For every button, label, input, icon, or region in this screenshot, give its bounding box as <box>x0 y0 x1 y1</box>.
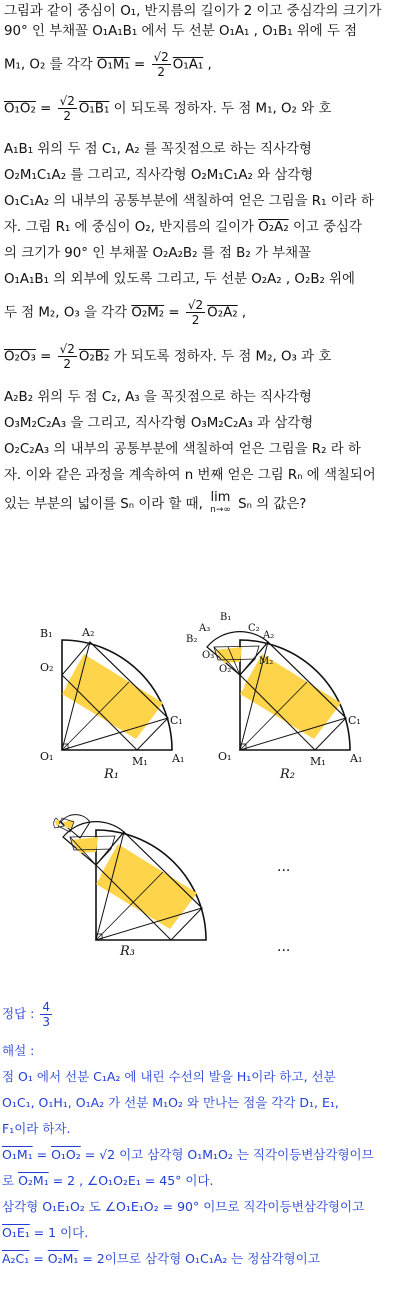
figure-r3 <box>54 815 206 959</box>
label-b1: B₁ <box>40 627 53 640</box>
shaded-region-small <box>215 647 242 663</box>
problem-line: 90° 인 부채꼴 O₁A₁B₁ 에서 두 선분 O₁A₁ , O₁B₁ 위에 두 점 <box>4 24 358 39</box>
label-o2: O₂ <box>219 664 232 675</box>
caption-r2: R₂ <box>280 767 295 782</box>
figure-sequence <box>0 600 400 980</box>
problem-line: O₁A₁B₁ 의 외부에 있도록 그리고, 두 선분 O₂A₂ , O₂B₂ 위에 <box>4 272 355 287</box>
limit-expression: lim n→∞ <box>210 490 231 515</box>
solution-line: O₁E₁ = 1 이다. <box>2 1225 89 1240</box>
solution-line: 점 O₁ 에서 선분 C₁A₂ 에 내린 수선의 발을 H₁이라 하고, 선분 <box>2 1069 336 1084</box>
problem-line: O₃M₂C₂A₃ 을 그리고, 직사각형 O₃M₂C₂A₃ 과 삼각형 <box>4 416 314 431</box>
label-c2: C₂ <box>248 623 260 634</box>
problem-text <box>4 2 396 520</box>
figure-r2 <box>186 612 362 782</box>
answer-fraction: $\frac{4}{3}$ <box>42 1000 50 1029</box>
problem-line: A₂B₂ 위의 두 점 C₂, A₃ 을 꼭짓점으로 하는 직사각형 <box>4 390 312 405</box>
label-m2: M₂ <box>259 656 274 667</box>
label-o3: O₃ <box>202 650 215 661</box>
solution-line: F₁이라 하자. <box>2 1121 71 1136</box>
label-m1: M₁ <box>132 755 148 768</box>
fraction: $\frac{√2}{2}$ <box>59 342 75 371</box>
solution-line: O₁C₁, O₁H₁, O₁A₂ 가 선분 M₁O₂ 와 만나는 점을 각각 D₁, E₁, <box>2 1095 339 1110</box>
shaded-region-mid <box>71 837 98 853</box>
caption-r3: R₃ <box>120 944 135 959</box>
ellipsis: ··· <box>277 943 291 959</box>
label-b1: B₁ <box>220 612 232 623</box>
problem-line: A₁B₁ 위의 두 점 C₁, A₂ 를 꼭짓점으로 하는 직사각형 <box>4 142 312 157</box>
fraction: $\frac{√2}{2}$ <box>59 94 75 123</box>
solution-line: O₁M₁ = O₁O₂ = √2 이고 삼각형 O₁M₁O₂ 는 직각이등변삼각형이므 <box>2 1147 374 1162</box>
label-o1: O₁ <box>218 750 232 763</box>
label-a1: A₁ <box>172 752 185 765</box>
problem-line: O₂C₂A₃ 의 내부의 공통부분에 색칠하여 얻은 그림을 R₂ 라 하 <box>4 442 361 457</box>
label-a3: A₃ <box>199 623 211 634</box>
label-a2: A₂ <box>263 630 275 641</box>
problem-line: O₂O₃ = $\frac{√2}{2}$ O₂B₂ 가 되도록 정하자. 두 점 M₂, O₃ 과 호 <box>4 342 332 371</box>
label-o2: O₂ <box>40 661 54 674</box>
problem-line: 자. 이와 같은 과정을 계속하여 n 번째 얻은 그림 Rₙ 에 색칠되어 <box>4 468 376 483</box>
answer-line: 정답 : $\frac{4}{3}$ <box>2 1000 50 1029</box>
label-m1: M₁ <box>310 755 326 768</box>
label-b2: B₂ <box>186 634 198 645</box>
label-c1: C₁ <box>170 714 183 727</box>
label-a1: A₁ <box>350 752 363 765</box>
label-o1: O₁ <box>40 750 54 763</box>
figure-r1 <box>40 626 184 782</box>
solution-line: A₂C₁ = O₂M₁ = 2이므로 삼각형 O₁C₁A₂ 는 정삼각형이고 <box>2 1251 320 1266</box>
shaded-region-tinier <box>55 820 59 825</box>
solution-line: 로 O₂M₁ = 2 , ∠O₁O₂E₁ = 45° 이다. <box>2 1173 214 1188</box>
solution-line: 삼각형 O₁E₁O₂ 도 ∠O₁E₁O₂ = 90° 이므로 직각이등변삼각형이고 <box>2 1199 365 1214</box>
fraction: $\frac{√2}{2}$ <box>187 298 204 327</box>
problem-line: O₁C₁A₂ 의 내부의 공통부분에 색칠하여 얻은 그림을 R₁ 이라 하 <box>4 194 374 209</box>
caption-r1: R₁ <box>104 767 119 782</box>
solution <box>2 1000 398 1270</box>
ellipsis: ··· <box>277 863 291 879</box>
problem-line: 의 크기가 90° 인 부채꼴 O₂A₂B₂ 를 점 B₂ 가 부채꼴 <box>4 246 311 261</box>
problem-line: 두 점 M₂, O₃ 을 각각 O₂M₂ = $\frac{√2}{2}$ O₂A₂ , <box>4 298 247 327</box>
solution-header: 해설 : <box>2 1043 35 1058</box>
problem-line: O₁O₂ = $\frac{√2}{2}$ O₁B₁ 이 되도록 정하자. 두 점 M₁, O₂ 와 호 <box>4 94 332 123</box>
problem-line: M₁, O₂ 를 각각 O₁M₁ = $\frac{√2}{2}$ O₁A₁ , <box>4 50 212 79</box>
label-c1: C₁ <box>348 714 361 727</box>
problem-line: 자. 그림 R₁ 에 중심이 O₂, 반지름의 길이가 O₂A₂ 이고 중심각 <box>4 220 362 235</box>
fraction: $\frac{√2}{2}$ <box>153 50 169 79</box>
label-a2: A₂ <box>82 626 95 639</box>
problem-line: 그림과 같이 중심이 O₁, 반지름의 길이가 2 이고 중심각의 크기가 <box>4 4 382 19</box>
problem-line: O₂M₁C₁A₂ 를 그리고, 직사각형 O₂M₁C₁A₂ 와 삼각형 <box>4 168 314 183</box>
problem-line: 있는 부분의 넓이를 Sₙ 이라 할 때, lim n→∞ Sₙ 의 값은? <box>4 490 307 515</box>
